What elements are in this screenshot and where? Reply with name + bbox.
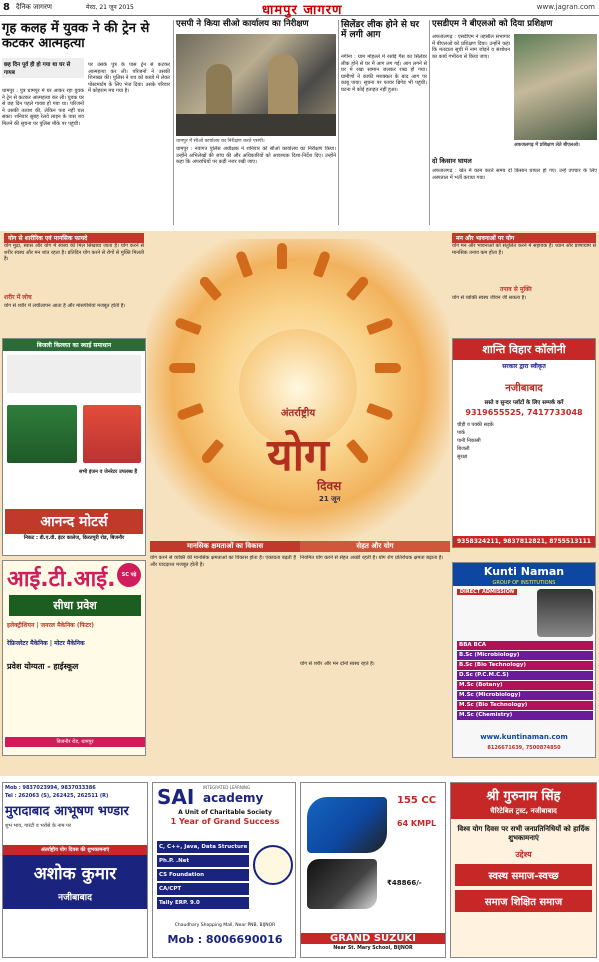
- ad-phone[interactable]: Mob : 9837023994, 9837033386: [5, 785, 96, 791]
- story-body-col1: धामपुर : पुत्र धामपुर में घर आकर रहा युवक ने ट्रेन से कटकर आत्महत्या कर ली। युवक घर से छह दिन पहले गायब हो गया था। परिजनों ने उसकी तलाश की, लेकिन पता नहीं चल सका। शनिवार सुबह रेलवे लाइन के पास शव मिलने की सूचना पर पुलिस मौके पर पहुंची।: [2, 88, 84, 127]
- ad-tagline: सभी इंजन व जेनरेटर उपलब्ध हैं: [79, 469, 137, 475]
- section-body: योग मन और भावनाओं को संतुलित करने में सहायक है। ध्यान और प्राणायाम से मानसिक तनाव कम होता है।: [452, 243, 596, 256]
- ad-brand-name: शान्ति विहार कॉलोनी: [453, 339, 595, 360]
- newspaper-brand: दैनिक जागरण: [16, 3, 52, 11]
- graduate-photo: [537, 589, 593, 637]
- feature-item: बिजली: [457, 446, 470, 452]
- story-headline: एसपी ने किया सीओ कार्यालय का निरीक्षण: [176, 19, 309, 29]
- ad-mileage: 64 KMPL: [397, 819, 437, 828]
- ad-iti[interactable]: [2, 560, 146, 756]
- page-header-bar: [0, 0, 599, 16]
- ad-slogan: समाज शिक्षित समाज: [455, 890, 592, 912]
- course-item: CA/CPT: [157, 883, 249, 895]
- sub-story-body: अफजलगढ़ : खेत में काम करते समय दो किसान घायल हो गए। उन्हें उपचार के लिए अस्पताल में भर्ती कराया गया।: [432, 168, 597, 181]
- ad-contact-line: सस्ते व सुन्दर प्लॉटों के लिए सम्पर्क करें: [484, 400, 564, 406]
- course-item: M.Sc (Botany): [457, 681, 593, 690]
- column-divider: [338, 20, 339, 225]
- academy-seal-icon: [253, 845, 293, 885]
- ad-muradabad-jewellers[interactable]: [2, 782, 148, 958]
- ad-wish: विश्व योग दिवस पर सभी जनप्रतिनिधियों को हार्दिक शुभकामनाएं: [457, 825, 590, 842]
- story-body: नगीना : ग्राम मोहल्ले में रसोई गैस का सिलेंडर लीक होने से घर में आग लग गई। आग लगने से घर में रखा सामान जलकर राख हो गया। ग्रामीणों ने काफी मशक्कत के बाद आग पर काबू पाया। सूचना पर फायर ब्रिगेड भी पहुंची। घटना में कोई हताहत नहीं हुआ।: [341, 54, 427, 93]
- motorcycle-image: [307, 797, 387, 853]
- course-item: BBA BCA: [457, 641, 593, 650]
- story-blo-training: [432, 20, 597, 225]
- ad-brand-name: GRAND SUZUKI: [301, 933, 445, 944]
- course-item: M.Sc (Bio Technology): [457, 701, 593, 710]
- ad-phone[interactable]: Tel : 262063 (S), 262425, 262511 (R): [5, 793, 109, 799]
- story-sp-inspection: [176, 20, 336, 225]
- ad-badge: SC पढ़े: [117, 563, 141, 587]
- ad-purpose: उद्देश्य: [515, 850, 532, 859]
- story-headline: एसडीएम ने बीएलओ को दिया प्रशिक्षण: [432, 19, 553, 29]
- ad-line: इलेक्ट्रीशियन | जनरल मैकेनिक (फिटर): [7, 622, 94, 629]
- ad-product-list: [7, 355, 141, 393]
- feature-item: चौड़ी व पक्की सड़कें: [457, 422, 494, 428]
- ad-price: ₹48866/-: [387, 879, 422, 887]
- ad-address: Chaudhary Shopping Mall, Near PNB, BIJNOR: [174, 923, 276, 928]
- sub-headline: दो किसान घायल: [432, 157, 472, 165]
- issue-date: मेरठ, 21 जून 2015: [86, 4, 134, 11]
- ad-place: नजीबाबाद: [3, 890, 147, 909]
- ad-subtitle: चैरिटेबिल ट्रस्ट, नजीबाबाद: [451, 807, 596, 819]
- ad-phone[interactable]: 8126671639, 7500874850: [487, 745, 561, 751]
- yoga-col2: नियमित योग करने से सेहत अच्छी रहती है। योग रोग प्रतिरोधक क्षमता बढ़ाता है।: [300, 555, 444, 561]
- story-body: धामपुर : नवागत पुलिस अधीक्षक ने शनिवार को सीओ कार्यालय का निरीक्षण किया। उन्होंने अभिलेखों की जांच की और अधिकारियों को आवश्यक दिशा-निर्देश दिए। उन्होंने कहा कि अपराधियों पर कड़ी नजर रखी जाए।: [176, 146, 336, 166]
- ad-brand-sub: academy: [203, 791, 264, 805]
- story-headline: सिलेंडर लीक होने से घर में लगी आग: [341, 20, 420, 41]
- news-photo: [176, 34, 336, 136]
- course-item: M.Sc (Microbiology): [457, 691, 593, 700]
- ad-line: A Unit of Charitable Society: [178, 809, 272, 816]
- ad-subtitle: सरकार द्वारा स्वीकृत: [502, 363, 546, 370]
- feature-item: पानी निकासी: [457, 438, 481, 444]
- yoga-col1: योग करने से व्यक्ति की मानसिक क्षमताओं का विकास होता है। एकाग्रता बढ़ती है और याददाश्त मजबूत होती है।: [150, 555, 296, 568]
- course-item: CS Foundation: [157, 869, 249, 881]
- story-train-suicide: [2, 22, 170, 222]
- ad-brand-name: आई.टी.आई.: [7, 567, 116, 592]
- ad-brand-name: श्री गुरुनाम सिंह: [451, 783, 596, 807]
- course-item: D.Sc (P.C.M.C.S): [457, 671, 593, 680]
- sub-body: योग से शरीर में लचीलापन आता है और मांसपेशियां मजबूत होती हैं।: [4, 303, 126, 309]
- sub-heading: तनाव से मुक्ति: [500, 286, 532, 293]
- yoga-day-graphic: [147, 239, 449, 557]
- yoga-date: 21 जून: [319, 495, 341, 503]
- ad-gurunam-trust[interactable]: [450, 782, 597, 958]
- ad-line: रेफ्रिजरेटर मैकेनिक | मोटर मैकेनिक: [7, 640, 85, 647]
- edition-title: धामपुर जागरण: [262, 3, 343, 18]
- ad-shanti-vihar[interactable]: [452, 338, 596, 548]
- scooter-image: [307, 859, 377, 909]
- yoga-title-big: योग: [267, 430, 329, 481]
- story-body: अफजलगढ़ : एसडीएम ने तहसील सभागार में बीएलओ को प्रशिक्षण दिया। उन्होंने कहा कि मतदाता सूची में नाम जोड़ने व संशोधन का कार्य गंभीरता से किया जाए।: [432, 34, 510, 60]
- ad-brand-name: मुरादाबाद आभूषण भण्डार: [5, 804, 129, 819]
- ad-wish: अंतर्राष्ट्रीय योग दिवस की शुभकामनाएं: [3, 845, 147, 855]
- ad-line: शुभ भाव, गारंटी व भरोसे के नाम पर: [5, 823, 71, 829]
- story-headline: गृह कलह में युवक ने की ट्रेन से कटकर आत्महत्या: [2, 21, 150, 51]
- photo-caption: अफजलगढ़ में प्रशिक्षण लेते बीएलओ।: [514, 143, 580, 148]
- ad-line: 1 Year of Grand Success: [170, 817, 280, 826]
- course-item: Ph.P. .Net: [157, 855, 249, 867]
- ad-website[interactable]: www.kuntinaman.com: [480, 733, 568, 741]
- course-item: B.Sc (Microbiology): [457, 651, 593, 660]
- ad-brand-name: Kunti Naman: [453, 563, 595, 580]
- story-cylinder-fire: [341, 20, 427, 225]
- course-item: C, C++, Java, Data Structure: [157, 841, 249, 853]
- ad-address: निकट : डी.ए.वी. इंटर कालेज, किरतपुरी रोड, बिजनौर: [23, 535, 125, 541]
- section-heading: योग से शारीरिक एवं मानसिक फायदे: [4, 233, 144, 243]
- ad-grand-suzuki[interactable]: [300, 782, 446, 958]
- course-item: M.Sc (Chemistry): [457, 711, 593, 720]
- section-heading: सेहत और योग: [300, 541, 450, 552]
- ad-headline: DIRECT ADMISSION: [457, 589, 517, 595]
- ad-address: Near St. Mary School, BIJNOR: [333, 946, 413, 951]
- section-heading: मानसिक क्षमताओं का विकास: [150, 541, 300, 552]
- course-item: B.Sc (Bio Technology): [457, 661, 593, 670]
- ad-tag: INTEGRATED LEARNING: [203, 785, 251, 790]
- ad-phone[interactable]: 9319655525, 7417733048: [465, 408, 583, 417]
- ad-slogan: स्वस्थ समाज-स्वच्छ: [455, 864, 592, 886]
- story-pullquote: छह दिन पूर्व ही हो गया था घर से गायब: [2, 58, 84, 78]
- ad-subtitle: GROUP OF INSTITUTIONS: [453, 580, 595, 586]
- ad-phone[interactable]: Mob : 8006690016: [167, 933, 283, 946]
- feature-item: सुरक्षा: [457, 454, 468, 460]
- ad-headline: बिजली किल्लत का स्थाई समाधान: [3, 339, 145, 351]
- yoga-title-sub: दिवस: [317, 479, 342, 493]
- ad-place: नजीबाबाद: [505, 383, 543, 394]
- ad-sai-academy[interactable]: [152, 782, 296, 958]
- yoga-col3: योग से शरीर और मन दोनों स्वस्थ रहते हैं।: [300, 661, 375, 667]
- ad-line: सीधा प्रवेश: [9, 595, 141, 616]
- ad-anand-motors[interactable]: [2, 338, 146, 556]
- ad-line: प्रवेश योग्यता - हाईस्कूल: [7, 662, 79, 671]
- ad-address: बिजनौर रोड, धामपुर: [5, 737, 145, 747]
- story-body-col2: पर उसके पुत्र के पास ट्रेन से कटकर आत्महत्या कर ली। परिजनों ने उसकी शिनाख्त की। पुलिस ने शव को कब्जे में लेकर पोस्टमार्टम के लिए भेज दिया। उसके परिवार में कोहराम मच गया है।: [88, 62, 170, 95]
- ad-brand-name: SAI: [157, 785, 195, 809]
- page-number: 8: [3, 2, 10, 13]
- course-item: Tally ERP. 9.0: [157, 897, 249, 909]
- section-body: योग मुद्रा, स्वास और योग में स्वस्थ की मिल सिखाया जाता है। योग करने से शरीर स्वस्थ और मन शांत रहता है। प्रतिदिन योग करने से रोगों से मुक्ति मिलती है।: [4, 243, 144, 263]
- ad-brand-name: आनन्द मोटर्स: [5, 509, 143, 534]
- ad-engine-cc: 155 CC: [397, 795, 437, 806]
- website-link[interactable]: www.jagran.com: [536, 3, 595, 11]
- ad-kunti-naman[interactable]: [452, 562, 596, 758]
- sub-heading: शरीर में लोच: [4, 294, 32, 301]
- column-divider: [429, 20, 430, 225]
- generator-image: [83, 405, 141, 463]
- ad-phone[interactable]: 9358324211, 9837812821, 8755513111: [453, 536, 595, 547]
- news-photo: [514, 34, 597, 140]
- yoga-title-small: अंतर्राष्ट्रीय: [280, 408, 316, 419]
- feature-item: पार्क: [457, 430, 465, 436]
- photo-caption: धामपुर में सीओ कार्यालय का निरीक्षण करते एसपी।: [176, 139, 265, 144]
- ad-person-name: अशोक कुमार: [3, 855, 147, 890]
- column-divider: [173, 20, 174, 225]
- sub-body: योग से व्यक्ति स्वस्थ जीवन जी सकता है।: [452, 295, 527, 301]
- generator-image: [7, 405, 77, 463]
- section-heading: मन और भावनाओं पर योग: [452, 233, 596, 243]
